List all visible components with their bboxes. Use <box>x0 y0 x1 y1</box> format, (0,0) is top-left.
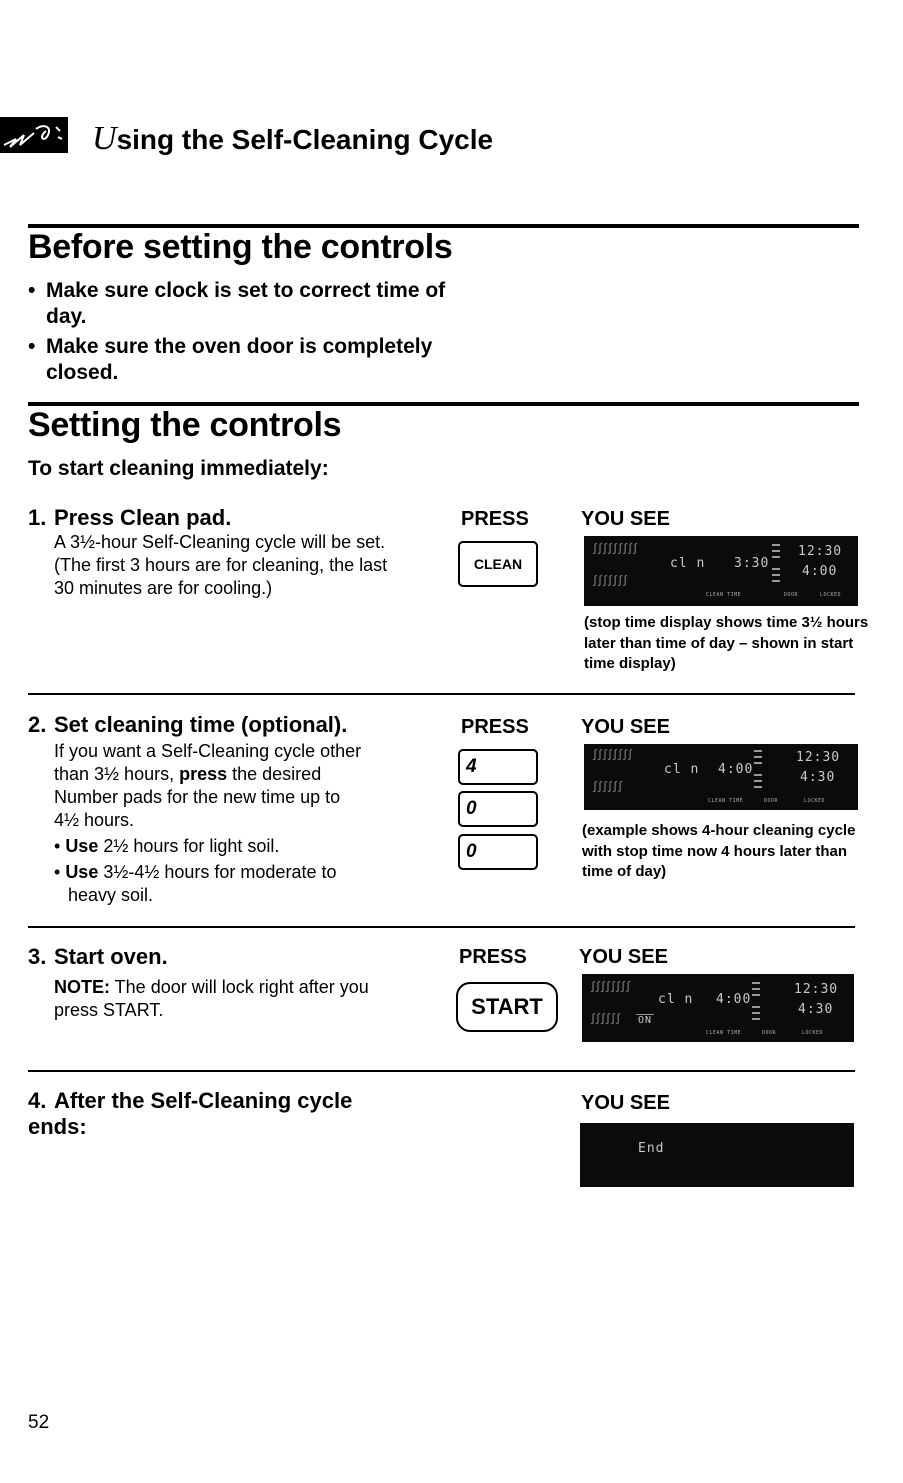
press-label: PRESS <box>461 508 529 530</box>
number-pad-0-button[interactable]: 0 <box>458 834 538 870</box>
display-start-time: 12:30 <box>798 544 843 559</box>
before-checklist <box>28 278 466 390</box>
display-mode: cl n <box>658 992 694 1007</box>
display-clean-time-label: CLEAN TIME <box>708 798 744 804</box>
display-on-indicator: ON <box>638 1015 653 1026</box>
display-door-label: DOOR <box>784 592 799 598</box>
step-1-body: A 3½-hour Self-Cleaning cycle will be set. (The first 3 hours are for cleaning, the last 30 minutes are for cooling.) <box>54 532 388 598</box>
display-mode: End <box>638 1141 665 1156</box>
step-3-title: 3. Start oven. <box>28 944 168 969</box>
display-clean-time: 3:30 <box>734 556 770 571</box>
display-locked-label: LOCKED <box>820 592 842 598</box>
press-label: PRESS <box>461 716 529 738</box>
you-see-label: YOU SEE <box>579 946 668 968</box>
display-indicator: ∫∫∫∫∫∫ <box>590 1014 621 1025</box>
subheading: To start cleaning immediately: <box>28 457 329 480</box>
display-indicator <box>772 568 780 582</box>
step-2-caption: (example shows 4-hour cleaning cycle with stop time now 4 hours later than time of day) <box>582 822 856 880</box>
number-pad-4-button[interactable]: 4 <box>458 749 538 785</box>
you-see-label: YOU SEE <box>581 508 670 530</box>
step-2-body: If you want a Self-Cleaning cycle other than 3½ hours, press the desired Number pads for the new time up to 4½ hours. <box>54 741 362 830</box>
display-door-label: DOOR <box>762 1030 777 1036</box>
start-pad-button[interactable]: START <box>456 982 558 1032</box>
number-pad-0-button[interactable]: 0 <box>458 791 538 827</box>
display-indicator <box>772 544 780 558</box>
step-4-title: 4. After the Self-Cleaning cycle ends: <box>28 1088 353 1139</box>
display-clean-time-label: CLEAN TIME <box>706 1030 742 1036</box>
step-2-tip-light: • Use 2½ hours for light soil. <box>54 836 280 856</box>
page-title: Using the Self-Cleaning Cycle <box>92 120 494 157</box>
step-divider <box>28 1070 855 1072</box>
display-stop-time: 4:30 <box>798 1002 834 1017</box>
display-indicator: ∫∫∫∫∫∫∫∫ <box>590 982 631 993</box>
display-indicator <box>752 1006 760 1020</box>
display-clean-time: 4:00 <box>716 992 752 1007</box>
oven-clean-icon <box>0 117 68 153</box>
oven-display <box>582 974 854 1042</box>
display-clean-time-label: CLEAN TIME <box>706 592 742 598</box>
display-indicator: ∫∫∫∫∫∫∫ <box>592 576 628 587</box>
list-item: • Make sure the oven door is completely closed. <box>28 334 466 386</box>
display-clean-time: 4:00 <box>718 762 754 777</box>
page-number: 52 <box>28 1412 50 1433</box>
oven-display <box>584 536 858 606</box>
section-heading-before: Before setting the controls <box>28 228 453 266</box>
display-start-time: 12:30 <box>796 750 841 765</box>
you-see-label: YOU SEE <box>581 716 670 738</box>
display-start-time: 12:30 <box>794 982 839 997</box>
display-indicator: ∫∫∫∫∫∫ <box>592 782 623 793</box>
press-label: PRESS <box>459 946 527 968</box>
step-1-title: 1. Press Clean pad. <box>28 505 232 530</box>
oven-display <box>584 744 858 810</box>
display-door-label: DOOR <box>764 798 779 804</box>
display-locked-label: LOCKED <box>804 798 826 804</box>
display-mode: cl n <box>664 762 700 777</box>
step-1-caption: (stop time display shows time 3½ hours later than time of day – shown in start time display) <box>584 614 869 672</box>
step-3-note: NOTE: The door will lock right after you press START. <box>54 977 369 1020</box>
display-indicator: ∫∫∫∫∫∫∫∫ <box>592 750 633 761</box>
display-indicator <box>754 774 762 788</box>
display-indicator <box>752 982 760 996</box>
step-divider <box>28 926 855 928</box>
step-divider <box>28 693 855 695</box>
list-item: • Make sure clock is set to correct time of day. <box>28 278 466 330</box>
you-see-label: YOU SEE <box>581 1092 670 1114</box>
display-stop-time: 4:00 <box>802 564 838 579</box>
display-mode: cl n <box>670 556 706 571</box>
display-indicator <box>754 750 762 764</box>
section-heading-setting: Setting the controls <box>28 406 342 444</box>
display-locked-label: LOCKED <box>802 1030 824 1036</box>
display-stop-time: 4:30 <box>800 770 836 785</box>
clean-pad-button[interactable]: CLEAN <box>458 541 538 587</box>
oven-display <box>580 1123 854 1187</box>
step-2-tip-heavy: • Use 3½-4½ hours for moderate to heavy soil. <box>54 862 337 905</box>
display-indicator: ∫∫∫∫∫∫∫∫∫ <box>592 544 638 555</box>
step-2-title: 2. Set cleaning time (optional). <box>28 712 348 737</box>
